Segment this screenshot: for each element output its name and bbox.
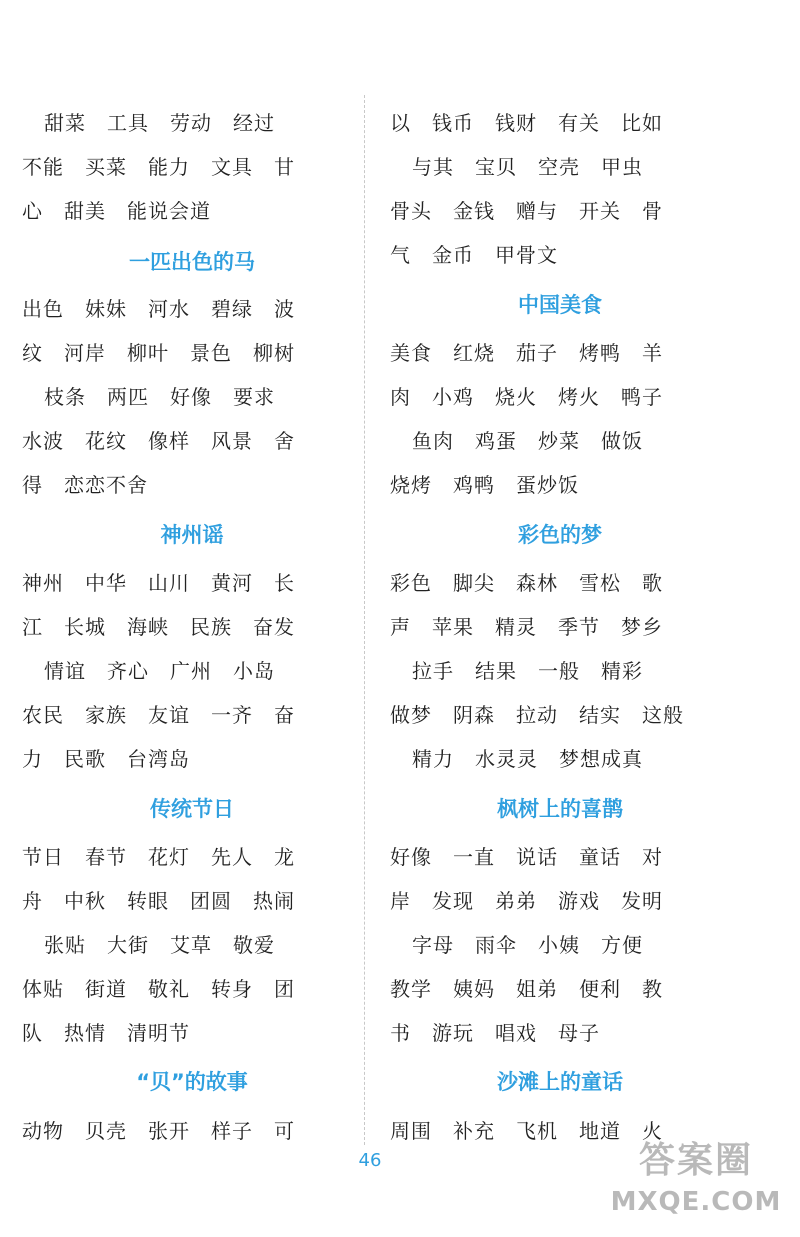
word-line: 队 热情 清明节 <box>22 1021 190 1045</box>
lesson-title: 神州谣 <box>160 523 224 547</box>
word-line: 好像 一直 说话 童话 对 <box>390 845 663 869</box>
column-divider <box>364 95 365 1145</box>
word-line: 与其 宝贝 空壳 甲虫 <box>412 155 643 179</box>
lesson-title: 沙滩上的童话 <box>497 1070 623 1094</box>
word-line: 彩色 脚尖 森林 雪松 歌 <box>390 571 663 595</box>
word-line: 枝条 两匹 好像 要求 <box>44 385 275 409</box>
word-line: 江 长城 海峡 民族 奋发 <box>22 615 295 639</box>
word-line: 精力 水灵灵 梦想成真 <box>412 747 643 771</box>
word-line: 声 苹果 精灵 季节 梦乡 <box>390 615 663 639</box>
word-line: 气 金币 甲骨文 <box>390 243 558 267</box>
word-line: 做梦 阴森 拉动 结实 这般 <box>390 703 684 727</box>
word-line: 动物 贝壳 张开 样子 可 <box>22 1119 295 1143</box>
word-line: 农民 家族 友谊 一齐 奋 <box>22 703 295 727</box>
lesson-title: “贝”的故事 <box>136 1070 248 1094</box>
word-line: 心 甜美 能说会道 <box>22 199 211 223</box>
page-number: 46 <box>358 1150 382 1171</box>
word-line: 教学 姨妈 姐弟 便利 教 <box>390 977 663 1001</box>
word-line: 舟 中秋 转眼 团圆 热闹 <box>22 889 295 913</box>
lesson-title: 传统节日 <box>150 797 234 821</box>
word-line: 体贴 街道 敬礼 转身 团 <box>22 977 295 1001</box>
word-line: 不能 买菜 能力 文具 甘 <box>22 155 295 179</box>
lesson-title: 中国美食 <box>518 293 602 317</box>
word-line: 出色 妹妹 河水 碧绿 波 <box>22 297 295 321</box>
word-line: 拉手 结果 一般 精彩 <box>412 659 643 683</box>
word-line: 周围 补充 飞机 地道 火 <box>390 1119 663 1143</box>
word-line: 骨头 金钱 赠与 开关 骨 <box>390 199 663 223</box>
word-line: 神州 中华 山川 黄河 长 <box>22 571 295 595</box>
word-line: 字母 雨伞 小姨 方便 <box>412 933 643 957</box>
lesson-title: 一匹出色的马 <box>129 250 255 274</box>
word-line: 烧烤 鸡鸭 蛋炒饭 <box>390 473 579 497</box>
lesson-title: 枫树上的喜鹊 <box>497 797 623 821</box>
watermark-title: 答案圈 <box>638 1140 753 1181</box>
word-line: 力 民歌 台湾岛 <box>22 747 190 771</box>
word-line: 张贴 大街 艾草 敬爱 <box>44 933 275 957</box>
word-line: 鱼肉 鸡蛋 炒菜 做饭 <box>412 429 643 453</box>
word-line: 岸 发现 弟弟 游戏 发明 <box>390 889 663 913</box>
lesson-title: 彩色的梦 <box>518 523 602 547</box>
word-line: 节日 春节 花灯 先人 龙 <box>22 845 295 869</box>
word-line: 得 恋恋不舍 <box>22 473 148 497</box>
watermark-domain: MXQE.COM <box>610 1187 782 1217</box>
word-line: 肉 小鸡 烧火 烤火 鸭子 <box>390 385 663 409</box>
word-line: 以 钱币 钱财 有关 比如 <box>390 111 663 135</box>
word-line: 美食 红烧 茄子 烤鸭 羊 <box>390 341 663 365</box>
watermark-logo <box>606 1137 786 1227</box>
word-line: 甜菜 工具 劳动 经过 <box>44 111 275 135</box>
word-line: 水波 花纹 像样 风景 舍 <box>22 429 295 453</box>
word-line: 纹 河岸 柳叶 景色 柳树 <box>22 341 295 365</box>
word-line: 情谊 齐心 广州 小岛 <box>44 659 275 683</box>
word-line: 书 游玩 唱戏 母子 <box>390 1021 600 1045</box>
